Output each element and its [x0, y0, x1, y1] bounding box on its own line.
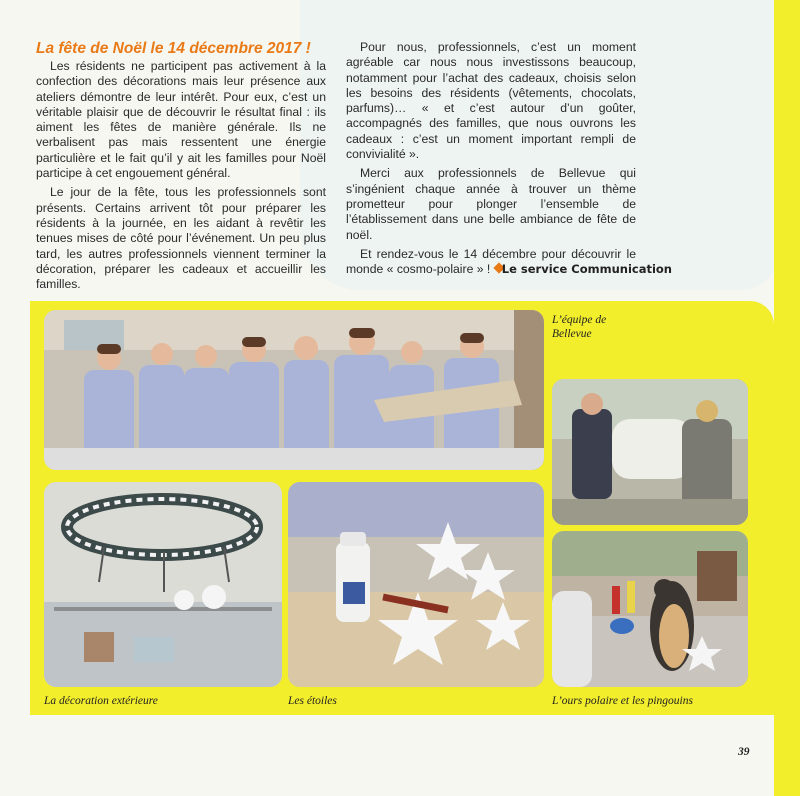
photo-decoration[interactable]	[44, 482, 282, 687]
article	[36, 40, 672, 292]
paragraph: Pour nous, professionnels, c’est un moment agréable car nous nous investissons beaucoup, notamment pour l’achat des cadeaux, choisis selon les besoins des résidents (vêtements, chocolats, parfums)… « et c’est autour d’un goûter, accompagnés des familles, que nous ouvrons les cadeaux : c’est un moment important rempli de convivialité ».	[346, 40, 636, 162]
signature: Le service Communication	[501, 262, 672, 276]
photo-panel	[30, 301, 774, 715]
article-title: La fête de Noël le 14 décembre 2017 !	[36, 40, 311, 57]
paragraph: Merci aux professionnels de Bellevue qui s’ingénient chaque année à trouver un thème prometteur pour plonger l’ensemble de l’établissement dans une belle ambiance de fête de noël.	[346, 166, 636, 242]
paragraph-text: Et rendez-vous le 14 décembre pour découvrir le monde « cosmo-polaire » !	[346, 246, 636, 277]
paragraph: Les résidents ne participent pas activement à la confection des décorations mais leur présence aux ateliers démontre de leur intérêt. Pour eux, c’est un véritable plaisir que de découvrir le résultat final : ils aiment les fêtes de manière générale. Ils ne verbalisent pas mais ressentent une énergie particulière et le fait qu’il y ait les familles pour Noël participe à cet engouement général.	[36, 59, 326, 181]
caption-decoration: La décoration extérieure	[44, 695, 158, 707]
caption-team: L’équipe de Bellevue	[552, 314, 607, 340]
photo-stars-image	[288, 482, 544, 687]
photo-decoration-image	[44, 482, 282, 687]
photo-bear-construction-image	[552, 379, 748, 525]
article-right-column	[346, 40, 636, 281]
caption-stars: Les étoiles	[288, 695, 337, 707]
photo-team-image	[44, 310, 544, 470]
photo-bear-penguins-image	[552, 531, 748, 687]
yellow-edge-band	[774, 0, 800, 796]
photo-team[interactable]	[44, 310, 544, 470]
caption-bear-penguins: L’ours polaire et les pingouins	[552, 695, 693, 707]
photo-bear-penguins[interactable]	[552, 531, 748, 687]
photo-bear-construction[interactable]	[552, 379, 748, 525]
article-left-column	[36, 40, 326, 296]
page-number: 39	[738, 746, 750, 758]
photo-stars[interactable]	[288, 482, 544, 687]
paragraph: Le jour de la fête, tous les professionnels sont présents. Certains arrivent tôt pour préparer les résidents à la journée, en les aidant à revêtir les tenues mises de côté pour l’événement. Un peu plus tard, les autres professionnels viennent terminer la décoration, préparer les cadeaux et accueillir les familles.	[36, 185, 326, 292]
